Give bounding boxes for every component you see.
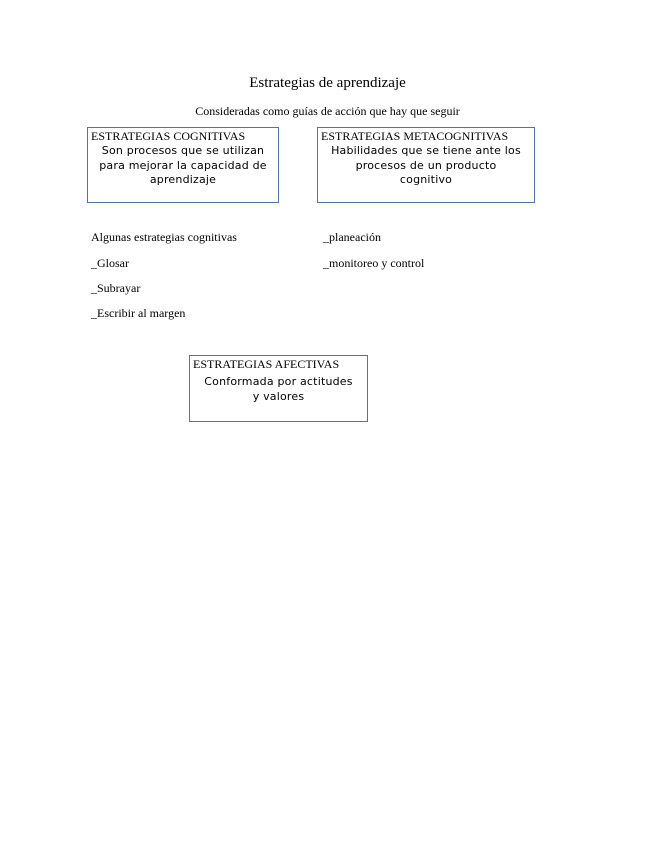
box-body-line: procesos de un producto [355,158,497,172]
document-title: Estrategias de aprendizaje [249,75,406,91]
box-body-line: aprendizaje [149,173,217,186]
box-body-line: Conformada por actitudes [204,375,353,388]
box-body-line: para mejorar la capacidad de [99,158,267,172]
box-body [88,144,278,188]
list-item: _Subrayar [91,281,141,295]
box-estrategias-metacognitivas [317,127,535,203]
box-body-line: Son procesos que se utilizan [101,144,265,157]
document-subtitle: Consideradas como guías de acción que hay que seguir [195,104,460,118]
list-item: _monitoreo y control [323,256,425,270]
box-body [190,372,367,404]
box-heading: ESTRATEGIAS METACOGNITIVAS [321,129,509,143]
box-heading: ESTRATEGIAS COGNITIVAS [91,129,246,143]
list-item: _planeación [323,230,381,244]
box-body [318,144,534,188]
list-item: _Escribir al margen [91,306,186,320]
box-body-line: cognitivo [399,173,453,186]
box-body-line: Habilidades que se tiene ante los [331,144,521,157]
box-estrategias-cognitivas [87,127,279,203]
list-intro-cognitivas: Algunas estrategias cognitivas [91,230,237,244]
list-item: _Glosar [91,256,129,270]
box-body-line: y valores [252,389,305,403]
box-heading: ESTRATEGIAS AFECTIVAS [193,357,340,371]
box-estrategias-afectivas [189,355,368,422]
